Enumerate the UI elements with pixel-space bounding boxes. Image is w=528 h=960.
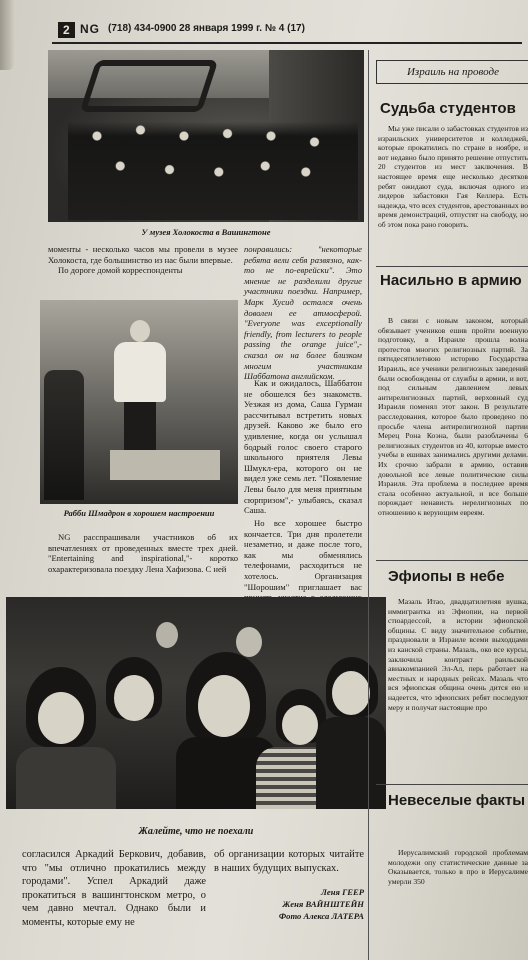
sidebar-rubric: Израиль на проводе — [376, 60, 528, 84]
article-col1-top: моменты - несколько часов мы провели в музее Холокоста, где большинство из нас были впервые. По дороге домой корреспонденты — [48, 244, 238, 276]
article-bottom-right: об организации которых читайте в наших будущих выпусках. — [214, 849, 364, 874]
article-col2-mid: Как и ожидалось, Шаббатон не обошелся без знакомств. Уезжая из дома, Саша Гурман рассчитывал встретить новых друзей. Каково же было его удивление, когда он услышал бодрый голос своего старого школьного приятеля Левы Шмукл-ера, которого он не видел уже семь лет. "Появление Левы было для меня приятным сюрпризом",- улыбаясь, сказал Саша. — [244, 378, 362, 516]
article-bottom-left: согласился Аркадий Беркович, добавив, что "мы отлично прокатились между городами". Успел Аркадий даже прокатиться в вашингтонском метро, о чем давно мечтал. Однако были и моменты, которые ему не — [22, 849, 206, 928]
article-col1-bottom: NG расспрашивали участников об их впечатлениях от проведенных вместе трех дней. "Entertaining and inspirational,"- коротко охарактеризовала поездку Лена Хафизова. С ней — [48, 532, 238, 574]
newspaper-logo: NG — [80, 22, 100, 36]
sidebar-title-army: Насильно в армию — [380, 272, 522, 289]
sidebar-text-army: В связи с новым законом, который обязывает учеников ешив пройти военную подготовку, в Израиле прошла волна протестов многих религиозных партий. За пятидесятилетнюю историю Государства Израиль, все ученики религиозных заведений были освобождены от службы в армии, и вот, под сильным давлением левых антирелигиозных партий, верховный суд Израиля поменял этот закон. В результате расследования, которое было проведено по просьбе члена антирелигиозной партии Мерец Рона Коэна, были разоблачены 6 религиозных студентов из 40, которые вместо учебы в ешивах занимались другими делами. Их срочно забрали в армию, оставив довольной все левые политические силы Израиля. Эта проблема в последнее время стала особенно актуальной, и все больше порождает ненависть нерелигиозных по отношению к верующим евреям. — [378, 316, 528, 517]
photo-holocaust-museum — [48, 50, 364, 222]
photo-participants — [6, 597, 386, 809]
sidebar-title-facts: Невеселые факты — [388, 792, 526, 809]
article-col2-top: понравились: "некоторые ребята вели себя развязно, как-то не по-еврейски". Это мнение не разделили другие участники поездки. Например, Марк Хусид остался очень доволен ее атмосферой. "Everyone was exceptionally friendly, from lecturers to people passing the orange juice",- сказал он на более близком многим участникам Шаббатона английском. — [244, 244, 362, 382]
sidebar-text-ethiopians: Мазаль Итао, двадцатилетняя вушка, иммигрантка из Эфиопии, на первой стюардессой, в истории эфиопской общины. С виду значительное событие, праздновали в Израиле всеми выходцами из канской страны. Мазаль, око все курсы, заключила контракт раильской авиакомпанией Эл-Ал, перь работает на местных и народных рейсах. Мазаль что вся эфиопская община очень дится ею и надеется, что эфиопских ребят последуют меру и получат настоящие про — [388, 597, 528, 712]
page-number: 2 — [58, 22, 75, 38]
article-col2-bottom: Но все хорошее быстро кончается. Три дня пролетели незаметно, и даже после того, как мы обменялись телефонами, расходиться не хотелось. Организация "Шорошим" приглашает вас — [244, 518, 362, 592]
photo2-caption: Рабби Шмадрон в хорошем настроении — [63, 508, 215, 518]
page-header — [52, 20, 522, 44]
article-signature: Леня ГЕЕР Женя ВАЙНШТЕЙН Фото Алекса ЛАТЕРА — [278, 887, 364, 921]
sidebar-text-facts: Иерусалимский городской проблемам молодежи опу статистические данные за Оказывается, только в про в Иерусалиме умерли 350 — [388, 848, 528, 886]
binder-clip — [0, 0, 14, 70]
photo1-caption: У музея Холокоста в Вашингтоне — [141, 227, 271, 237]
photo-rabbi — [40, 300, 238, 504]
photo3-caption: Жалейте, что не поехали — [138, 826, 254, 837]
sidebar-title-ethiopians: Эфиопы в небе — [388, 568, 505, 585]
sidebar-title-students: Судьба студентов — [380, 100, 516, 117]
issue-info: (718) 434-0900 28 января 1999 г. № 4 (17) — [108, 23, 305, 34]
sidebar-text-students: Мы уже писали о забастовках студентов из израильских университетов и колледжей, которые прокатились по стране в ноябре, и вот недавно было принято решение отпустить 20 студентов из мест заключения. В настоящее время еще несколько десятков ребят ожидают суда, включая одного из лидеров забастовки Гая Келлера. Есть надежда, что всех студентов, арестованных во время демонстраций, отпустят на свободу, но об этом пока рано говорить. — [378, 124, 528, 229]
